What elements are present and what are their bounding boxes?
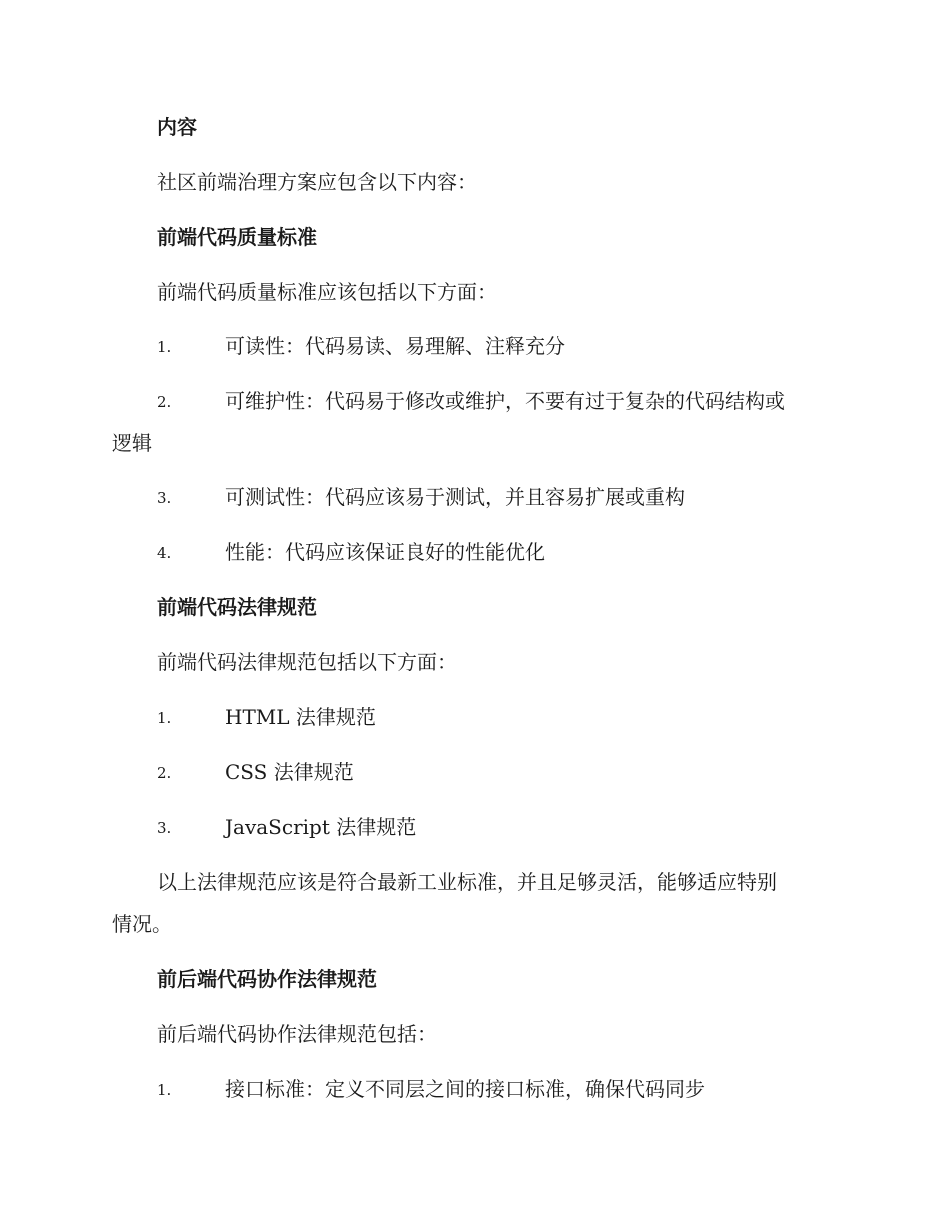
list-item: 可维护性：代码易于修改或维护，不要有过于复杂的代码结构或 bbox=[225, 389, 785, 413]
list-number: 4. bbox=[157, 544, 172, 562]
list-item: JavaScript 法律规范 bbox=[225, 815, 417, 839]
list-number: 1. bbox=[157, 338, 172, 356]
list-number: 2. bbox=[157, 764, 172, 782]
list-number: 1. bbox=[157, 709, 172, 727]
list-item: 可测试性：代码应该易于测试，并且容易扩展或重构 bbox=[225, 485, 685, 509]
list-number: 1. bbox=[157, 1081, 172, 1099]
legal-note-continuation: 情况。 bbox=[112, 912, 172, 936]
collab-paragraph: 前后端代码协作法律规范包括： bbox=[157, 1022, 437, 1046]
intro-paragraph: 社区前端治理方案应包含以下内容： bbox=[157, 170, 477, 194]
quality-paragraph: 前端代码质量标准应该包括以下方面： bbox=[157, 280, 497, 304]
heading-quality-standards: 前端代码质量标准 bbox=[157, 225, 317, 249]
heading-collab-standards: 前后端代码协作法律规范 bbox=[157, 967, 377, 991]
heading-content: 内容 bbox=[157, 115, 197, 139]
legal-note-paragraph: 以上法律规范应该是符合最新工业标准，并且足够灵活，能够适应特别 bbox=[157, 870, 777, 894]
legal-paragraph: 前端代码法律规范包括以下方面： bbox=[157, 650, 457, 674]
list-item: CSS 法律规范 bbox=[225, 760, 354, 784]
heading-legal-standards: 前端代码法律规范 bbox=[157, 595, 317, 619]
list-item: 接口标准：定义不同层之间的接口标准，确保代码同步 bbox=[225, 1077, 705, 1101]
list-number: 3. bbox=[157, 489, 172, 507]
list-item: HTML 法律规范 bbox=[225, 705, 376, 729]
list-item: 性能：代码应该保证良好的性能优化 bbox=[225, 540, 545, 564]
list-item-continuation: 逻辑 bbox=[112, 431, 152, 455]
list-item: 可读性：代码易读、易理解、注释充分 bbox=[225, 334, 565, 358]
list-number: 2. bbox=[157, 393, 172, 411]
list-number: 3. bbox=[157, 819, 172, 837]
